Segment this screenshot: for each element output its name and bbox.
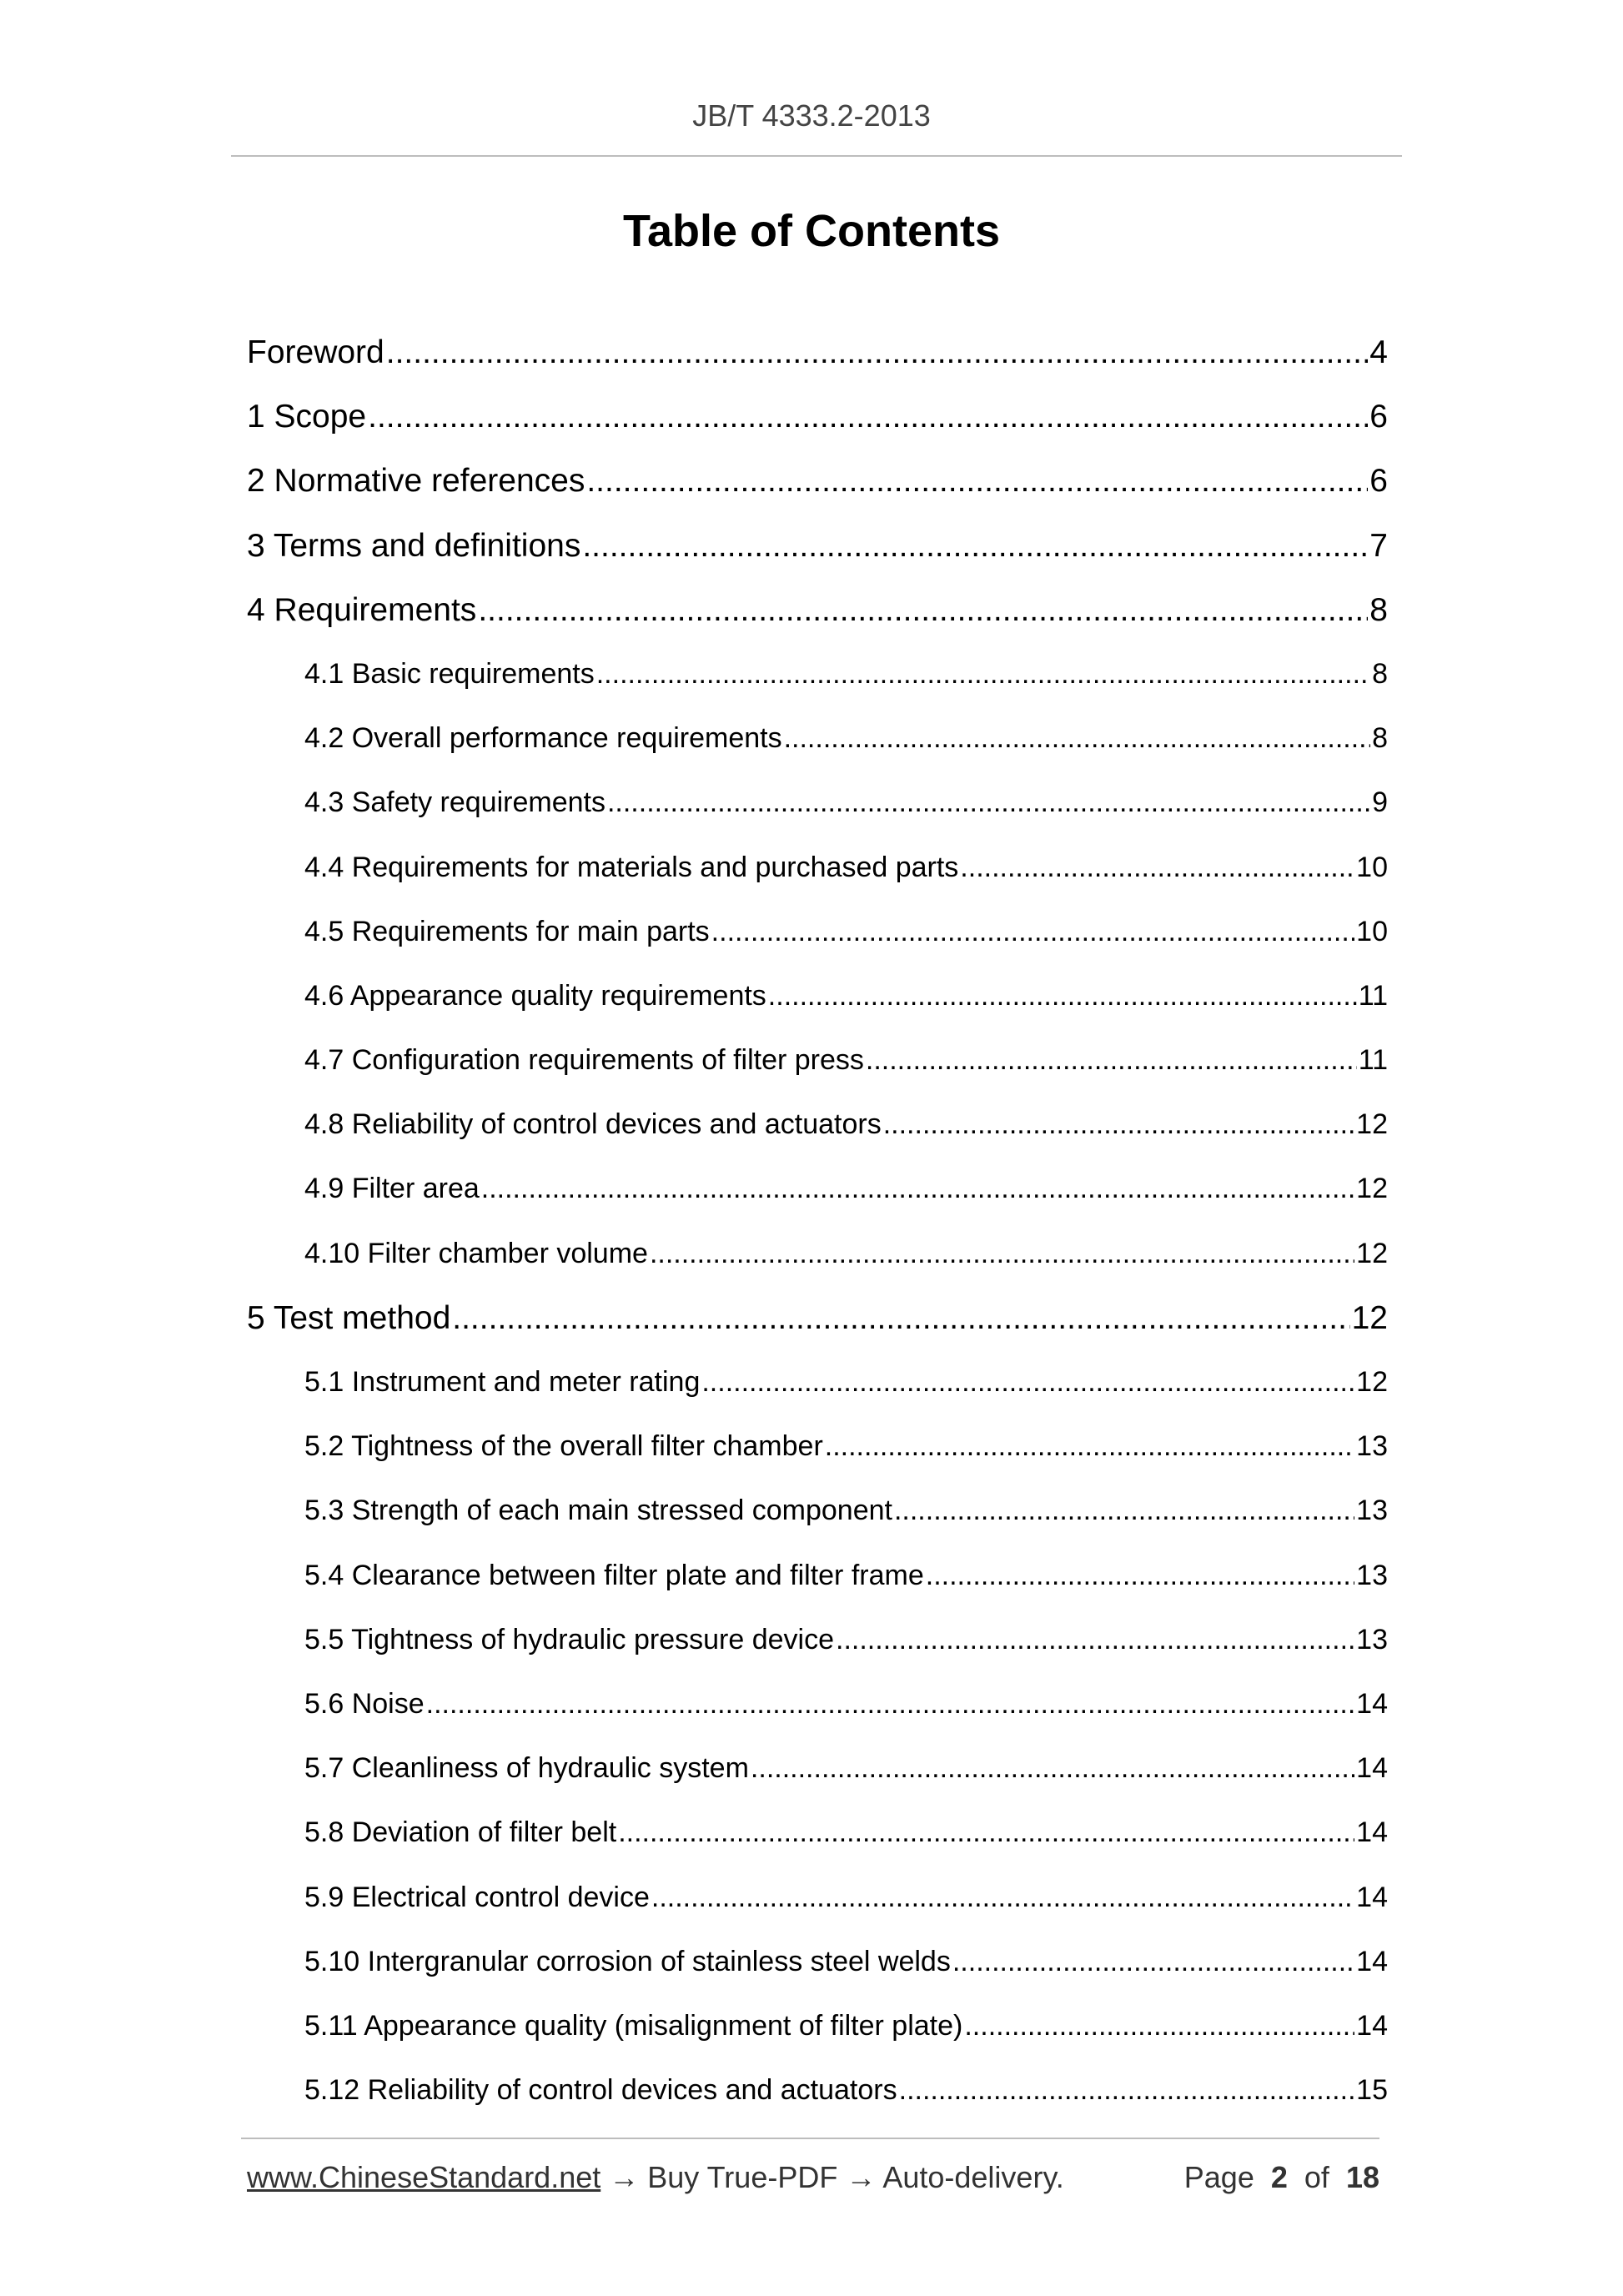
toc-dot-leader — [368, 384, 1368, 449]
toc-entry-page: 14 — [1356, 1881, 1388, 1913]
toc-dot-leader — [618, 1801, 1354, 1865]
toc-entry-label: Foreword — [247, 334, 384, 370]
toc-entry[interactable] — [247, 1286, 1388, 1350]
toc-entry-page: 12 — [1356, 1173, 1388, 1205]
toc-entry-label: 4.8 Reliability of control devices and actuators — [304, 1108, 882, 1141]
toc-entry-page: 7 — [1369, 527, 1388, 564]
toc-entry-page: 14 — [1356, 1687, 1388, 1720]
toc-entry-label: 5 Test method — [247, 1299, 451, 1336]
toc-entry-page: 8 — [1369, 591, 1388, 628]
toc-entry-page: 14 — [1356, 1752, 1388, 1785]
toc-entry-label: 4.2 Overall performance requirements — [304, 722, 782, 755]
toc-dot-leader — [386, 320, 1369, 384]
toc-dot-leader — [651, 1866, 1354, 1930]
toc-entry-page: 12 — [1356, 1108, 1388, 1141]
toc-entry-page: 14 — [1356, 1945, 1388, 1977]
toc-entry-page: 13 — [1356, 1430, 1388, 1463]
toc-dot-leader — [894, 1479, 1354, 1543]
toc-dot-leader — [926, 1544, 1354, 1608]
page-indicator — [1184, 2160, 1379, 2195]
website-link[interactable]: www.ChineseStandard.net — [247, 2160, 601, 2194]
toc-entry-page: 9 — [1372, 786, 1388, 819]
toc-dot-leader — [784, 706, 1370, 771]
toc-dot-leader — [650, 1222, 1354, 1286]
toc-entry[interactable] — [247, 1994, 1388, 2058]
toc-entry[interactable] — [247, 706, 1388, 771]
toc-entry-label: 3 Terms and definitions — [247, 527, 581, 564]
toc-entry[interactable] — [247, 1028, 1388, 1093]
toc-entry[interactable] — [247, 449, 1388, 513]
toc-entry-label: 5.7 Cleanliness of hydraulic system — [304, 1752, 749, 1785]
footer-left — [247, 2160, 1064, 2195]
toc-entry-label: 5.3 Strength of each main stressed component — [304, 1495, 892, 1527]
toc-entry-label: 5.10 Intergranular corrosion of stainless steel welds — [304, 1945, 951, 1977]
toc-dot-leader — [825, 1414, 1354, 1479]
toc-entry-label: 4.4 Requirements for materials and purchased parts — [304, 851, 959, 883]
toc-entry-page: 8 — [1372, 722, 1388, 755]
page-header: JB/T 4333.2-2013 — [692, 98, 931, 133]
toc-entry[interactable] — [247, 1672, 1388, 1736]
page-current: 2 — [1270, 2160, 1288, 2194]
toc-dot-leader — [426, 1672, 1355, 1736]
toc-entry-label: 4.1 Basic requirements — [304, 657, 595, 690]
toc-entry[interactable] — [247, 1222, 1388, 1286]
toc-entry[interactable] — [247, 578, 1388, 642]
toc-entry-label: 5.8 Deviation of filter belt — [304, 1816, 617, 1849]
toc-entry-page: 12 — [1356, 1366, 1388, 1398]
toc-entry-label: 4.6 Appearance quality requirements — [304, 979, 766, 1012]
toc-entry[interactable] — [247, 1479, 1388, 1543]
toc-dot-leader — [899, 2058, 1355, 2123]
toc-dot-leader — [586, 449, 1368, 513]
of-word: of — [1304, 2160, 1329, 2194]
toc-dot-leader — [452, 1286, 1349, 1350]
toc-dot-leader — [883, 1093, 1354, 1157]
toc-entry[interactable] — [247, 1414, 1388, 1479]
toc-entry[interactable] — [247, 964, 1388, 1028]
toc-entry-label: 4.9 Filter area — [304, 1173, 480, 1205]
toc-entry[interactable] — [247, 2058, 1388, 2123]
toc-entry[interactable] — [247, 514, 1388, 578]
toc-dot-leader — [701, 1350, 1354, 1414]
page-word: Page — [1183, 2160, 1254, 2194]
toc-dot-leader — [836, 1608, 1354, 1672]
page-title: Table of Contents — [623, 206, 1000, 256]
toc-entry[interactable] — [247, 1544, 1388, 1608]
toc-entry-label: 5.5 Tightness of hydraulic pressure device — [304, 1623, 835, 1655]
toc-dot-leader — [711, 900, 1355, 964]
toc-dot-leader — [582, 514, 1368, 578]
toc-entry-label: 5.1 Instrument and meter rating — [304, 1366, 701, 1398]
toc-entry-page: 12 — [1356, 1237, 1388, 1269]
toc-dot-leader — [596, 642, 1370, 706]
toc-entry-page: 11 — [1358, 1044, 1388, 1077]
toc-entry-page: 15 — [1356, 2074, 1388, 2107]
toc-entry-page: 13 — [1356, 1623, 1388, 1655]
toc-entry-label: 4 Requirements — [247, 591, 477, 628]
toc-entry[interactable] — [247, 1866, 1388, 1930]
toc-entry-label: 4.5 Requirements for main parts — [304, 915, 710, 947]
page-total: 18 — [1345, 2160, 1379, 2194]
toc-dot-leader — [478, 578, 1368, 642]
toc-entry-label: 5.2 Tightness of the overall filter chamber — [304, 1430, 823, 1463]
toc-entry-label: 5.11 Appearance quality (misalignment of filter plate) — [304, 2009, 963, 2042]
toc-entry[interactable] — [247, 900, 1388, 964]
toc-dot-leader — [768, 964, 1357, 1028]
toc-entry-page: 12 — [1351, 1299, 1388, 1336]
toc-entry-label: 1 Scope — [247, 399, 367, 435]
toc-dot-leader — [866, 1028, 1357, 1093]
toc-entry-label: 5.12 Reliability of control devices and actuators — [304, 2074, 897, 2107]
toc-entry-label: 2 Normative references — [247, 463, 585, 500]
toc-entry-page: 13 — [1356, 1495, 1388, 1527]
toc-dot-leader — [952, 1930, 1354, 1994]
toc-entry[interactable] — [247, 320, 1388, 384]
toc-entry-page: 14 — [1356, 1816, 1388, 1849]
toc-entry-label: 4.7 Configuration requirements of filter press — [304, 1044, 864, 1077]
toc-entry-label: 4.3 Safety requirements — [304, 786, 605, 819]
toc-entry[interactable] — [247, 771, 1388, 835]
toc-entry[interactable] — [247, 1801, 1388, 1865]
toc-entry[interactable] — [247, 1930, 1388, 1994]
toc-dot-leader — [481, 1157, 1354, 1221]
toc-entry[interactable] — [247, 642, 1388, 706]
toc-entry-label: 4.10 Filter chamber volume — [304, 1237, 648, 1269]
toc-entry-page: 11 — [1358, 979, 1388, 1012]
toc-entry-page: 14 — [1356, 2009, 1388, 2042]
toc-entry-page: 13 — [1356, 1559, 1388, 1591]
toc-dot-leader — [607, 771, 1370, 835]
toc-entry[interactable] — [247, 1608, 1388, 1672]
toc-entry[interactable] — [247, 1350, 1388, 1414]
toc-entry-label: 5.9 Electrical control device — [304, 1881, 650, 1913]
toc-entry-label: 5.6 Noise — [304, 1687, 425, 1720]
toc-entry[interactable] — [247, 384, 1388, 449]
toc-entry[interactable] — [247, 1736, 1388, 1801]
toc-entry[interactable] — [247, 1157, 1388, 1221]
toc-entry-page: 10 — [1356, 915, 1388, 947]
toc-entry-page: 8 — [1372, 657, 1388, 690]
toc-entry[interactable] — [247, 836, 1388, 900]
toc-entry-page: 6 — [1369, 463, 1388, 500]
toc-entry-page: 10 — [1356, 851, 1388, 883]
footer-promo: → Buy True-PDF → Auto-delivery. — [609, 2160, 1064, 2194]
toc-dot-leader — [964, 1994, 1354, 2058]
toc-dot-leader — [751, 1736, 1354, 1801]
toc-entry-page: 6 — [1369, 399, 1388, 435]
header-divider — [231, 155, 1402, 157]
toc-dot-leader — [960, 836, 1354, 900]
footer-divider — [241, 2138, 1379, 2139]
toc-entry-page: 4 — [1369, 334, 1388, 370]
table-of-contents — [247, 320, 1388, 2123]
toc-entry-label: 5.4 Clearance between filter plate and filter frame — [304, 1559, 924, 1591]
toc-entry[interactable] — [247, 1093, 1388, 1157]
